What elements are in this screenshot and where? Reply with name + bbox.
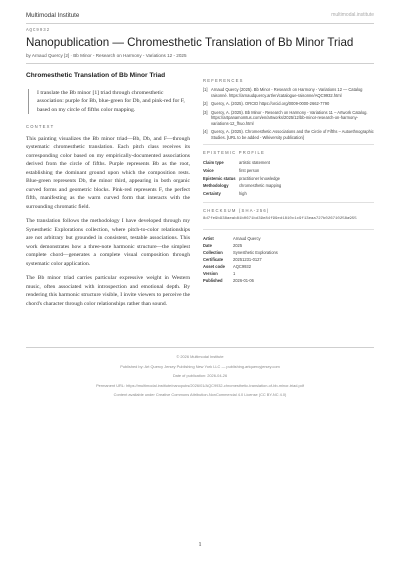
reference-item[interactable]	[203, 101, 374, 107]
metadata-value: Arnaud Quercy	[233, 235, 261, 241]
abstract-block: I translate the Bb minor [1] triad through chromesthetic association: purple for Bb, blue-green for Db, and pink-red for F, based on my circle of fifths color mapping.	[28, 89, 190, 114]
site-domain[interactable]: multimodal.institute	[331, 12, 374, 18]
context-paragraph-2: The translation follows the methodology I have developed through my Synesthetic Explorations collection, where pitch-to-color relationships are not arbitrary but grounded in consistent, testable associations. This work demonstrates how a three-note harmonic structure—the simplest complete chord—generates a complete visual composition through systematic color application.	[26, 218, 190, 267]
main-column	[26, 72, 190, 314]
epistemic-profile-heading: EPISTEMIC PROFILE	[203, 150, 266, 156]
header-divider	[26, 23, 374, 24]
page-footer	[26, 347, 374, 400]
profile-row	[203, 167, 374, 175]
reference-number: [3]	[203, 109, 208, 115]
profile-value: practitioner knowledge	[239, 175, 280, 181]
article-title: Chromesthetic Translation of Bb Minor Triad	[26, 72, 166, 79]
reference-text[interactable]: Quercy, A. (2025). Bb Minor - Research on Harmony - Variations 11 – Artwork Catalog. https://artpanamomtus.com/en/artworks/2025/12/bb-minor-research-on-harmony-variations-12_fhuo.html	[211, 109, 368, 126]
profile-row	[203, 182, 374, 190]
metadata-row	[203, 263, 374, 270]
site-name[interactable]: Multimodal Institute	[26, 12, 80, 19]
byline: by Arnaud Quercy [2] · Bb Minor - Research on Harmony - Variations 12 - 2025	[26, 53, 187, 58]
profile-key: Claim type	[203, 160, 224, 166]
footer-divider	[26, 347, 374, 348]
metadata-value: 2026-01-06	[233, 278, 254, 284]
profile-value: high	[239, 191, 247, 197]
page-title: Nanopublication — Chromesthetic Translation of Bb Minor Triad	[26, 36, 354, 49]
page-header	[26, 12, 374, 22]
profile-row	[203, 190, 374, 198]
reference-text[interactable]: Quercy, A. (2025). Chromesthetic Associations and the Circle of Fifths – Autoethnographic Studies. [URL to be added - Wikiversity publication]	[211, 129, 374, 140]
context-heading: CONTEXT	[26, 123, 55, 129]
footer-permanent-url[interactable]: Permanent URL: https://multimodal.institute/nanopubs/2026/01/AQC9932-chromesthetic-translation-of-bb-minor-triad.pdf	[96, 382, 304, 388]
profile-key: Epistemic status	[203, 175, 236, 181]
metadata-key: Published	[203, 278, 223, 284]
sidebar-column	[203, 78, 374, 285]
metadata-row	[203, 256, 374, 263]
footer-license[interactable]: Content available under Creative Commons Attribution-NonCommercial 4.0 License (CC BY-NC 4.0)	[113, 392, 287, 398]
metadata-value: AQC9932	[233, 264, 251, 270]
profile-key: Methodology	[203, 183, 229, 189]
metadata-value: Synesthetic Explorations	[233, 249, 278, 255]
footer-copyright: © 2026 Multimodal Institute	[176, 354, 224, 359]
sidebar-divider	[203, 144, 374, 145]
sidebar-divider	[203, 202, 374, 203]
metadata-row	[203, 249, 374, 256]
reference-number: [2]	[203, 101, 208, 107]
profile-row	[203, 159, 374, 167]
profile-row	[203, 175, 374, 183]
footer-publisher[interactable]: Published by: Art Quercy Jersey Publishing New York LLC — publishing.artquercyjersey.com	[120, 363, 280, 369]
reference-item[interactable]	[203, 110, 374, 127]
references-heading: REFERENCES	[203, 78, 244, 83]
profile-key: Certainty	[203, 191, 221, 197]
metadata-row	[203, 277, 374, 284]
reference-number: [4]	[203, 129, 208, 135]
metadata-value: 2025	[233, 242, 243, 248]
metadata-key: Artist	[203, 235, 214, 241]
profile-value: artistic statement	[239, 160, 270, 166]
metadata-row	[203, 235, 374, 242]
metadata-row	[203, 270, 374, 277]
metadata-key: Collection	[203, 249, 223, 255]
metadata-key: Certificate	[203, 257, 224, 263]
page-number: 1	[198, 542, 202, 548]
context-paragraph-1: This painting visualizes the Bb minor triad—Bb, Db, and F—through systematic chromesthetic translation. Each pitch class receives its corresponding color based on my empirically-documented associations derived from the circle of fifths. Purple represents Bb as the root, establishing the dominant ground upon which the composition rests. Blue-green represents Db, the minor third, appearing in both organic curved forms and geometric blocks. Pink-red represents F, the perfect fifth, manifesting as the warm curved form that interacts with the surrounding chromatic field.	[26, 135, 190, 210]
metadata-key: Version	[203, 271, 218, 277]
footer-publication-date: Date of publication: 2026-04-26	[172, 373, 228, 379]
metadata-value: 1	[233, 271, 236, 277]
profile-key: Voice	[203, 167, 214, 173]
metadata-value: 20251231-0127	[233, 257, 262, 263]
reference-text[interactable]: Arnaud Quercy (2025). Bb Minor - Research on Harmony - Variations 12 — Catalog raisonné. https://arnaudquercy.art/en/catalogue-raisonne/AQC9932.html	[211, 87, 363, 98]
profile-value: first person	[239, 167, 260, 173]
metadata-key: Asset code	[203, 264, 225, 270]
reference-item[interactable]	[203, 129, 374, 140]
reference-item[interactable]	[203, 87, 374, 98]
sidebar-divider	[203, 229, 374, 230]
profile-value: chromesthetic mapping	[239, 183, 282, 189]
metadata-row	[203, 242, 374, 249]
reference-number: [1]	[203, 87, 208, 92]
title-divider	[26, 63, 374, 64]
checksum-value: 8d7fe9b938aeab81b0671bd39e84f99ed1810c1c9f13eaa727b026710258a955	[203, 216, 357, 221]
checksum-heading: CHECKSUM (SHA-256)	[203, 207, 270, 213]
document-id: AQC9932	[26, 28, 51, 33]
metadata-key: Date	[203, 242, 212, 248]
context-paragraph-3: The Bb minor triad carries particular expressive weight in Western music, often associated with introspection and emotional depth. By rendering this harmonic structure visible, I invite viewers to perceive the chord's character through color relationships rather than sound.	[26, 275, 190, 307]
reference-text[interactable]: Quercy, A. (2025). ORCID https://orcid.org/0009-0000-2662-7790	[211, 101, 330, 107]
